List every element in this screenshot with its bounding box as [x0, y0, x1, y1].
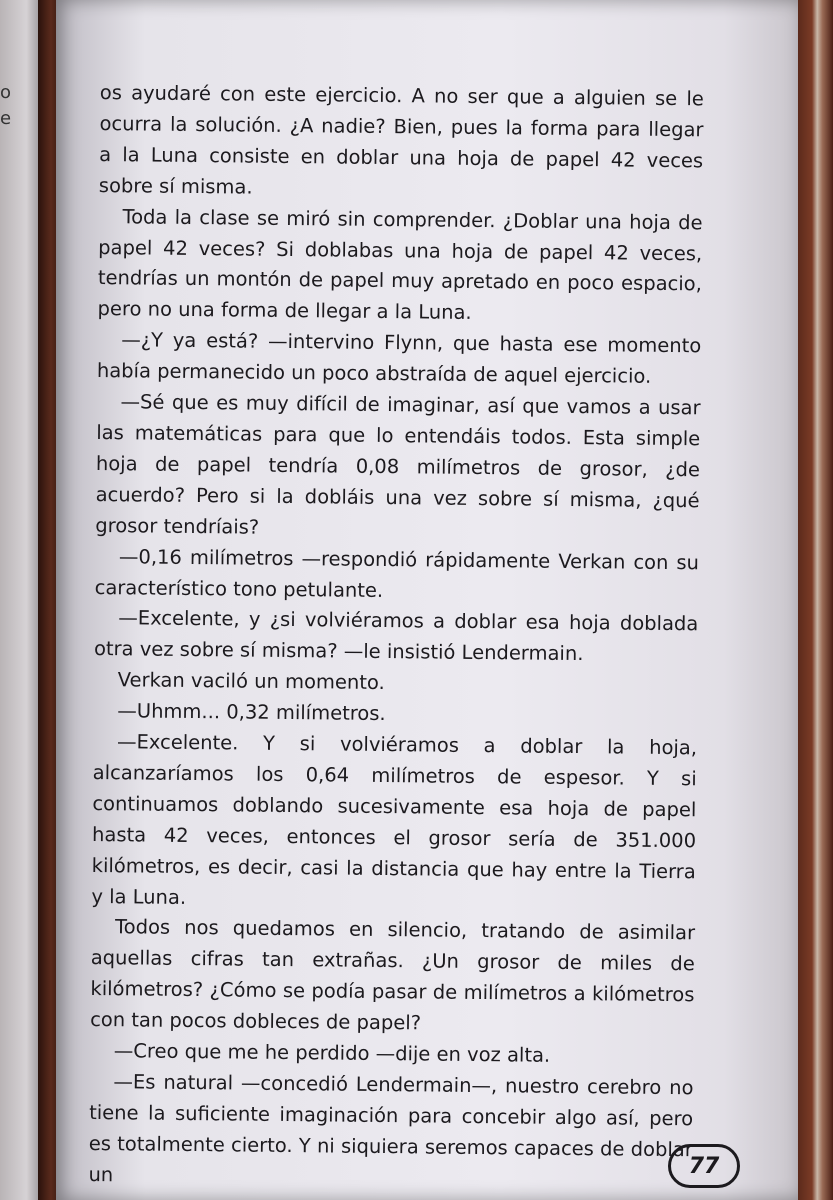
paragraph: Toda la clase se miró sin comprender. ¿Doblar una hoja de papel 42 veces? Si doblabas una hoja de papel 42 veces, tendrías un montón de papel muy apretado en poco espacio, pero no una forma de llegar a la Luna.	[97, 204, 703, 325]
paragraph: —Excelente, y ¿si volviéramos a doblar esa hoja doblada otra vez sobre sí misma? —le insistió Lendermain.	[93, 606, 699, 666]
page-body	[88, 78, 704, 1197]
previous-page-glyph: e	[0, 108, 12, 129]
paragraph: —Excelente. Y si volviéramos a doblar la hoja, alcanzaríamos los 0,64 milímetros de espesor. Y si continuamos doblando sucesivamente esa hoja de papel hasta 42 veces, entonces el grosor sería de 351.000 kilómetros, es decir, casi la distancia que hay entre la Tierra y la Luna.	[91, 730, 698, 909]
paragraph: —Creo que me he perdido —dije en voz alta.	[113, 1039, 551, 1067]
page-number: 77	[668, 1144, 740, 1188]
paragraph: Todos nos quedamos en silencio, tratando de asimilar aquellas cifras tan extrañas. ¿Un grosor de miles de kilómetros? ¿Cómo se podía pasar de milímetros a kilómetros con tan pocos dobleces de papel?	[90, 915, 696, 1035]
paragraph: —¿Y ya está? —intervino Flynn, que hasta ese momento había permanecido un poco abstraída de aquel ejercicio.	[96, 328, 702, 388]
paragraph: os ayudaré con este ejercicio. A no ser que a alguien se le ocurra la solución. ¿A nadie? Bien, pues la forma para llegar a la Luna consiste en doblar una hoja de papel 42 veces sobre sí misma.	[98, 80, 704, 199]
page-stack-edge	[798, 0, 833, 1200]
previous-page-glyph: o	[0, 82, 12, 103]
paragraph: —Sé que es muy difícil de imaginar, así que vamos a usar las matemáticas para que lo entendáis todos. Esta simple hoja de papel tendría 0,08 milímetros de grosor, ¿de acuerdo? Pero si la dobláis una vez sobre sí misma, ¿qué grosor tendríais?	[95, 390, 701, 539]
paragraph: —0,16 milímetros —respondió rápidamente Verkan con su característico tono petulante.	[94, 544, 700, 602]
paragraph: —Uhmm... 0,32 milímetros.	[117, 699, 386, 726]
paragraph: Verkan vaciló un momento.	[117, 668, 385, 695]
paragraph: —Es natural —concedió Lendermain—, nuestro cerebro no tiene la suficiente imaginación para concebir algo así, pero es totalmente cierto. Y ni siquiera seremos capaces de doblar un	[88, 1070, 694, 1186]
